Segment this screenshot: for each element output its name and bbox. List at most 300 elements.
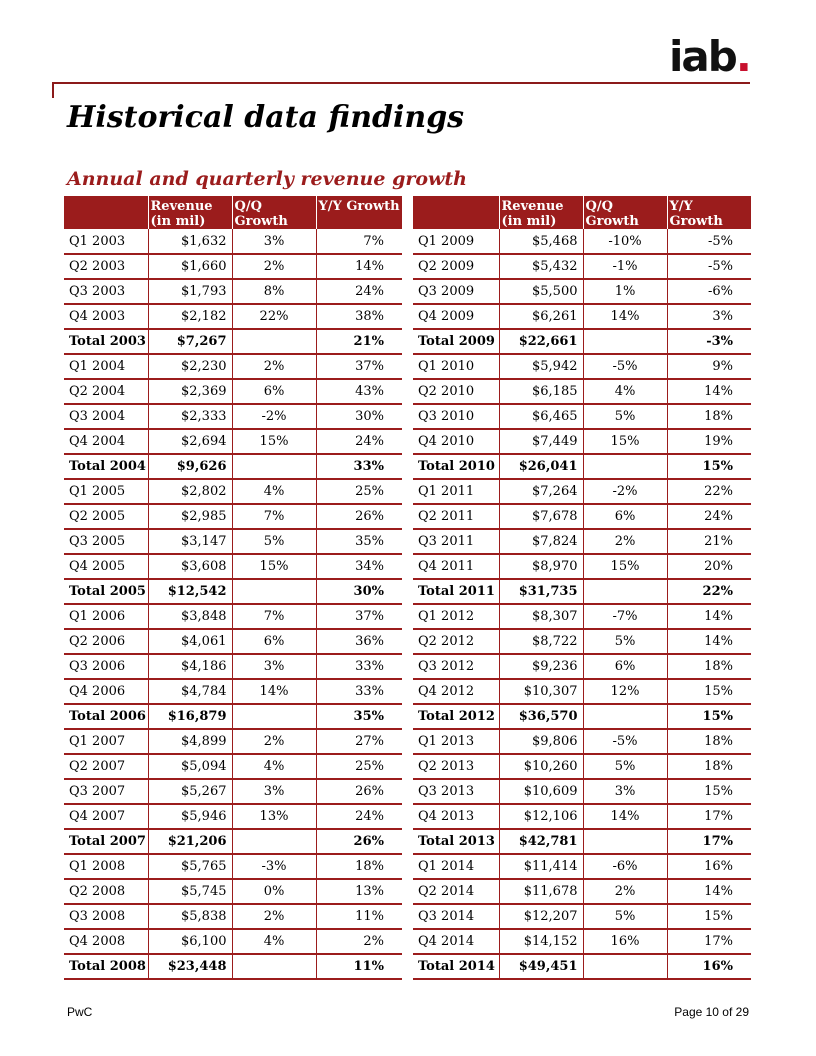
table-row: [64, 854, 402, 879]
table-header-row: [413, 196, 751, 229]
cell-period: Q3 2008: [64, 904, 148, 929]
cell-period: Q2 2009: [413, 254, 499, 279]
cell-period: Q3 2007: [64, 779, 148, 804]
table-total-row: [413, 829, 751, 854]
cell-qq-growth: 15%: [583, 429, 667, 454]
cell-revenue: $7,267: [148, 329, 232, 354]
cell-revenue: $10,609: [499, 779, 583, 804]
cell-revenue: $49,451: [499, 954, 583, 979]
revenue-table-2003-2008: [64, 196, 402, 980]
cell-qq-growth: -7%: [583, 604, 667, 629]
cell-revenue: $8,722: [499, 629, 583, 654]
header-period: [64, 196, 148, 229]
cell-qq-growth: 14%: [583, 304, 667, 329]
cell-yy-growth: 18%: [667, 754, 751, 779]
cell-yy-growth: 15%: [667, 904, 751, 929]
cell-qq-growth: 12%: [583, 679, 667, 704]
cell-yy-growth: 11%: [316, 904, 402, 929]
cell-yy-growth: 14%: [667, 879, 751, 904]
cell-qq-growth: [232, 704, 316, 729]
cell-yy-growth: 18%: [667, 654, 751, 679]
logo-dot: .: [735, 32, 750, 81]
cell-qq-growth: 3%: [583, 779, 667, 804]
table-row: [64, 879, 402, 904]
cell-period: Total 2011: [413, 579, 499, 604]
cell-period: Q3 2011: [413, 529, 499, 554]
cell-yy-growth: -5%: [667, 229, 751, 254]
table-row: [64, 729, 402, 754]
cell-yy-growth: 17%: [667, 929, 751, 954]
cell-yy-growth: 16%: [667, 954, 751, 979]
cell-qq-growth: 6%: [232, 379, 316, 404]
cell-yy-growth: 9%: [667, 354, 751, 379]
cell-qq-growth: 15%: [583, 554, 667, 579]
table-row: [64, 929, 402, 954]
cell-qq-growth: -2%: [232, 404, 316, 429]
cell-qq-growth: 3%: [232, 654, 316, 679]
cell-yy-growth: 17%: [667, 804, 751, 829]
iab-logo: [669, 32, 750, 81]
table-row: [413, 404, 751, 429]
cell-yy-growth: 24%: [316, 279, 402, 304]
cell-qq-growth: 3%: [232, 229, 316, 254]
cell-revenue: $2,369: [148, 379, 232, 404]
cell-qq-growth: 1%: [583, 279, 667, 304]
cell-revenue: $31,735: [499, 579, 583, 604]
cell-revenue: $5,500: [499, 279, 583, 304]
cell-period: Total 2003: [64, 329, 148, 354]
cell-qq-growth: 5%: [583, 754, 667, 779]
header-qq-growth: Q/Q Growth: [232, 196, 316, 229]
cell-qq-growth: 2%: [232, 254, 316, 279]
cell-qq-growth: 2%: [583, 529, 667, 554]
cell-period: Total 2014: [413, 954, 499, 979]
cell-revenue: $1,660: [148, 254, 232, 279]
cell-qq-growth: 3%: [232, 779, 316, 804]
cell-period: Q3 2006: [64, 654, 148, 679]
cell-period: Q3 2012: [413, 654, 499, 679]
cell-revenue: $12,106: [499, 804, 583, 829]
cell-revenue: $3,608: [148, 554, 232, 579]
cell-revenue: $2,333: [148, 404, 232, 429]
table-row: [413, 604, 751, 629]
cell-revenue: $6,465: [499, 404, 583, 429]
cell-period: Q1 2012: [413, 604, 499, 629]
cell-period: Q4 2006: [64, 679, 148, 704]
cell-yy-growth: 33%: [316, 654, 402, 679]
revenue-table-2009-2014: [413, 196, 751, 980]
cell-revenue: $6,185: [499, 379, 583, 404]
cell-period: Q3 2003: [64, 279, 148, 304]
table-total-row: [64, 454, 402, 479]
cell-revenue: $2,230: [148, 354, 232, 379]
cell-period: Q2 2004: [64, 379, 148, 404]
cell-qq-growth: 4%: [232, 754, 316, 779]
cell-qq-growth: 16%: [583, 929, 667, 954]
cell-period: Total 2008: [64, 954, 148, 979]
cell-yy-growth: 26%: [316, 779, 402, 804]
cell-revenue: $3,848: [148, 604, 232, 629]
cell-revenue: $1,632: [148, 229, 232, 254]
table-total-row: [64, 829, 402, 854]
cell-revenue: $16,879: [148, 704, 232, 729]
cell-yy-growth: 16%: [667, 854, 751, 879]
cell-qq-growth: 6%: [232, 629, 316, 654]
table-total-row: [413, 579, 751, 604]
cell-period: Total 2005: [64, 579, 148, 604]
cell-period: Q4 2005: [64, 554, 148, 579]
cell-qq-growth: -6%: [583, 854, 667, 879]
cell-revenue: $8,307: [499, 604, 583, 629]
table-total-row: [413, 454, 751, 479]
cell-period: Total 2010: [413, 454, 499, 479]
cell-revenue: $4,061: [148, 629, 232, 654]
cell-qq-growth: -5%: [583, 354, 667, 379]
cell-period: Q2 2005: [64, 504, 148, 529]
table-total-row: [413, 329, 751, 354]
cell-period: Q4 2009: [413, 304, 499, 329]
cell-period: Q1 2009: [413, 229, 499, 254]
cell-qq-growth: 5%: [232, 529, 316, 554]
section-subtitle: Annual and quarterly revenue growth: [67, 168, 467, 190]
table-row: [64, 304, 402, 329]
cell-revenue: $42,781: [499, 829, 583, 854]
header-revenue: Revenue (in mil): [499, 196, 583, 229]
cell-period: Q1 2006: [64, 604, 148, 629]
header-rule: [52, 82, 750, 84]
cell-qq-growth: 15%: [232, 554, 316, 579]
table-row: [413, 379, 751, 404]
cell-period: Total 2012: [413, 704, 499, 729]
table-row: [413, 304, 751, 329]
cell-yy-growth: 15%: [667, 704, 751, 729]
header-yy-growth: Y/Y Growth: [316, 196, 402, 229]
table-row: [64, 804, 402, 829]
cell-yy-growth: 18%: [667, 729, 751, 754]
cell-qq-growth: 4%: [232, 479, 316, 504]
table-row: [64, 504, 402, 529]
cell-revenue: $6,100: [148, 929, 232, 954]
cell-yy-growth: 21%: [667, 529, 751, 554]
table-row: [64, 629, 402, 654]
cell-qq-growth: 4%: [232, 929, 316, 954]
table-row: [413, 754, 751, 779]
cell-yy-growth: 18%: [667, 404, 751, 429]
table-row: [64, 429, 402, 454]
cell-yy-growth: -6%: [667, 279, 751, 304]
cell-yy-growth: 13%: [316, 879, 402, 904]
cell-yy-growth: 18%: [316, 854, 402, 879]
table-total-row: [64, 329, 402, 354]
table-row: [413, 879, 751, 904]
cell-period: Q2 2012: [413, 629, 499, 654]
table-row: [413, 654, 751, 679]
cell-revenue: $11,678: [499, 879, 583, 904]
cell-period: Q4 2004: [64, 429, 148, 454]
cell-revenue: $10,307: [499, 679, 583, 704]
cell-qq-growth: [232, 329, 316, 354]
cell-period: Total 2013: [413, 829, 499, 854]
cell-qq-growth: [583, 954, 667, 979]
cell-period: Q1 2005: [64, 479, 148, 504]
footer-page-number: Page 10 of 29: [674, 1005, 749, 1019]
cell-yy-growth: -5%: [667, 254, 751, 279]
table-row: [64, 679, 402, 704]
cell-qq-growth: 5%: [583, 404, 667, 429]
cell-period: Total 2009: [413, 329, 499, 354]
cell-revenue: $1,793: [148, 279, 232, 304]
cell-qq-growth: 22%: [232, 304, 316, 329]
cell-period: Q2 2006: [64, 629, 148, 654]
table-row: [64, 354, 402, 379]
table-row: [413, 729, 751, 754]
cell-yy-growth: 2%: [316, 929, 402, 954]
cell-yy-growth: 20%: [667, 554, 751, 579]
cell-revenue: $7,678: [499, 504, 583, 529]
cell-yy-growth: 37%: [316, 354, 402, 379]
cell-qq-growth: -1%: [583, 254, 667, 279]
table-row: [413, 779, 751, 804]
cell-qq-growth: -5%: [583, 729, 667, 754]
cell-revenue: $5,432: [499, 254, 583, 279]
cell-qq-growth: 6%: [583, 504, 667, 529]
table-row: [64, 479, 402, 504]
cell-period: Q3 2010: [413, 404, 499, 429]
cell-revenue: $2,985: [148, 504, 232, 529]
cell-revenue: $5,942: [499, 354, 583, 379]
cell-yy-growth: 14%: [316, 254, 402, 279]
cell-revenue: $23,448: [148, 954, 232, 979]
cell-period: Q1 2011: [413, 479, 499, 504]
cell-revenue: $5,838: [148, 904, 232, 929]
cell-period: Total 2007: [64, 829, 148, 854]
cell-period: Q4 2003: [64, 304, 148, 329]
table-row: [413, 804, 751, 829]
cell-period: Q1 2014: [413, 854, 499, 879]
cell-yy-growth: 25%: [316, 754, 402, 779]
cell-yy-growth: 34%: [316, 554, 402, 579]
cell-yy-growth: 15%: [667, 779, 751, 804]
cell-revenue: $21,206: [148, 829, 232, 854]
table-row: [64, 404, 402, 429]
cell-yy-growth: 21%: [316, 329, 402, 354]
table-row: [64, 654, 402, 679]
cell-revenue: $9,236: [499, 654, 583, 679]
cell-revenue: $6,261: [499, 304, 583, 329]
cell-revenue: $36,570: [499, 704, 583, 729]
cell-qq-growth: [232, 829, 316, 854]
cell-revenue: $22,661: [499, 329, 583, 354]
table-row: [413, 504, 751, 529]
cell-period: Q3 2004: [64, 404, 148, 429]
cell-qq-growth: -3%: [232, 854, 316, 879]
cell-revenue: $5,745: [148, 879, 232, 904]
cell-yy-growth: 15%: [667, 454, 751, 479]
table-row: [413, 904, 751, 929]
cell-qq-growth: [583, 829, 667, 854]
cell-period: Q1 2007: [64, 729, 148, 754]
cell-period: Q2 2014: [413, 879, 499, 904]
cell-qq-growth: 0%: [232, 879, 316, 904]
cell-qq-growth: 2%: [232, 904, 316, 929]
cell-period: Q1 2010: [413, 354, 499, 379]
table-row: [413, 279, 751, 304]
cell-period: Q2 2010: [413, 379, 499, 404]
cell-qq-growth: 14%: [583, 804, 667, 829]
cell-yy-growth: 22%: [667, 579, 751, 604]
table-header-row: [64, 196, 402, 229]
cell-yy-growth: 24%: [667, 504, 751, 529]
table-row: [413, 529, 751, 554]
cell-revenue: $8,970: [499, 554, 583, 579]
cell-period: Q4 2014: [413, 929, 499, 954]
cell-yy-growth: 35%: [316, 529, 402, 554]
table-row: [64, 754, 402, 779]
cell-period: Q4 2007: [64, 804, 148, 829]
cell-qq-growth: 7%: [232, 504, 316, 529]
table-row: [413, 679, 751, 704]
cell-revenue: $7,264: [499, 479, 583, 504]
cell-revenue: $5,468: [499, 229, 583, 254]
table-row: [64, 904, 402, 929]
table-total-row: [413, 704, 751, 729]
cell-revenue: $14,152: [499, 929, 583, 954]
cell-qq-growth: 2%: [232, 354, 316, 379]
cell-period: Total 2006: [64, 704, 148, 729]
table-row: [413, 479, 751, 504]
cell-period: Q4 2012: [413, 679, 499, 704]
cell-period: Q4 2010: [413, 429, 499, 454]
cell-yy-growth: 24%: [316, 804, 402, 829]
cell-qq-growth: [232, 454, 316, 479]
cell-period: Q4 2011: [413, 554, 499, 579]
cell-yy-growth: 38%: [316, 304, 402, 329]
table-row: [413, 929, 751, 954]
cell-revenue: $2,182: [148, 304, 232, 329]
cell-revenue: $7,449: [499, 429, 583, 454]
table-row: [413, 854, 751, 879]
cell-yy-growth: 30%: [316, 579, 402, 604]
cell-yy-growth: 27%: [316, 729, 402, 754]
cell-revenue: $3,147: [148, 529, 232, 554]
cell-period: Q1 2013: [413, 729, 499, 754]
cell-qq-growth: 13%: [232, 804, 316, 829]
cell-qq-growth: 5%: [583, 629, 667, 654]
cell-qq-growth: [232, 954, 316, 979]
cell-yy-growth: 26%: [316, 504, 402, 529]
table-row: [413, 429, 751, 454]
cell-revenue: $5,765: [148, 854, 232, 879]
cell-qq-growth: 8%: [232, 279, 316, 304]
header-qq-growth: Q/Q Growth: [583, 196, 667, 229]
header-rule-tick: [52, 82, 54, 98]
cell-qq-growth: 15%: [232, 429, 316, 454]
table-row: [64, 254, 402, 279]
cell-period: Total 2004: [64, 454, 148, 479]
table-row: [64, 379, 402, 404]
cell-revenue: $2,802: [148, 479, 232, 504]
table-row: [413, 554, 751, 579]
cell-period: Q3 2013: [413, 779, 499, 804]
cell-revenue: $5,267: [148, 779, 232, 804]
cell-yy-growth: 33%: [316, 679, 402, 704]
footer-company: PwC: [67, 1005, 93, 1019]
cell-revenue: $12,207: [499, 904, 583, 929]
table-total-row: [64, 954, 402, 979]
table-total-row: [413, 954, 751, 979]
cell-revenue: $9,806: [499, 729, 583, 754]
table-row: [64, 229, 402, 254]
cell-qq-growth: [583, 704, 667, 729]
table-row: [64, 529, 402, 554]
cell-yy-growth: 14%: [667, 379, 751, 404]
cell-yy-growth: -3%: [667, 329, 751, 354]
cell-yy-growth: 7%: [316, 229, 402, 254]
cell-qq-growth: -2%: [583, 479, 667, 504]
cell-period: Q3 2009: [413, 279, 499, 304]
cell-qq-growth: 2%: [583, 879, 667, 904]
cell-revenue: $26,041: [499, 454, 583, 479]
cell-revenue: $9,626: [148, 454, 232, 479]
cell-yy-growth: 3%: [667, 304, 751, 329]
cell-yy-growth: 33%: [316, 454, 402, 479]
cell-yy-growth: 30%: [316, 404, 402, 429]
header-period: [413, 196, 499, 229]
table-row: [413, 354, 751, 379]
cell-period: Q2 2007: [64, 754, 148, 779]
cell-revenue: $4,186: [148, 654, 232, 679]
cell-yy-growth: 15%: [667, 679, 751, 704]
cell-qq-growth: 7%: [232, 604, 316, 629]
cell-yy-growth: 35%: [316, 704, 402, 729]
table-row: [413, 629, 751, 654]
cell-period: Q1 2004: [64, 354, 148, 379]
table-row: [64, 604, 402, 629]
cell-qq-growth: [583, 329, 667, 354]
cell-yy-growth: 25%: [316, 479, 402, 504]
cell-yy-growth: 24%: [316, 429, 402, 454]
cell-period: Q4 2013: [413, 804, 499, 829]
cell-yy-growth: 43%: [316, 379, 402, 404]
table-total-row: [64, 704, 402, 729]
cell-period: Q2 2008: [64, 879, 148, 904]
table-row: [413, 254, 751, 279]
cell-qq-growth: -10%: [583, 229, 667, 254]
cell-period: Q2 2011: [413, 504, 499, 529]
cell-yy-growth: 37%: [316, 604, 402, 629]
cell-period: Q3 2005: [64, 529, 148, 554]
cell-yy-growth: 22%: [667, 479, 751, 504]
table-row: [64, 279, 402, 304]
cell-period: Q3 2014: [413, 904, 499, 929]
logo-text: iab: [669, 32, 736, 81]
cell-period: Q2 2013: [413, 754, 499, 779]
cell-yy-growth: 14%: [667, 629, 751, 654]
table-row: [413, 229, 751, 254]
cell-revenue: $7,824: [499, 529, 583, 554]
cell-qq-growth: [232, 579, 316, 604]
table-row: [64, 779, 402, 804]
cell-yy-growth: 26%: [316, 829, 402, 854]
cell-yy-growth: 19%: [667, 429, 751, 454]
cell-revenue: $4,899: [148, 729, 232, 754]
cell-qq-growth: [583, 454, 667, 479]
table-total-row: [64, 579, 402, 604]
cell-revenue: $11,414: [499, 854, 583, 879]
cell-yy-growth: 36%: [316, 629, 402, 654]
cell-revenue: $5,094: [148, 754, 232, 779]
cell-period: Q1 2003: [64, 229, 148, 254]
